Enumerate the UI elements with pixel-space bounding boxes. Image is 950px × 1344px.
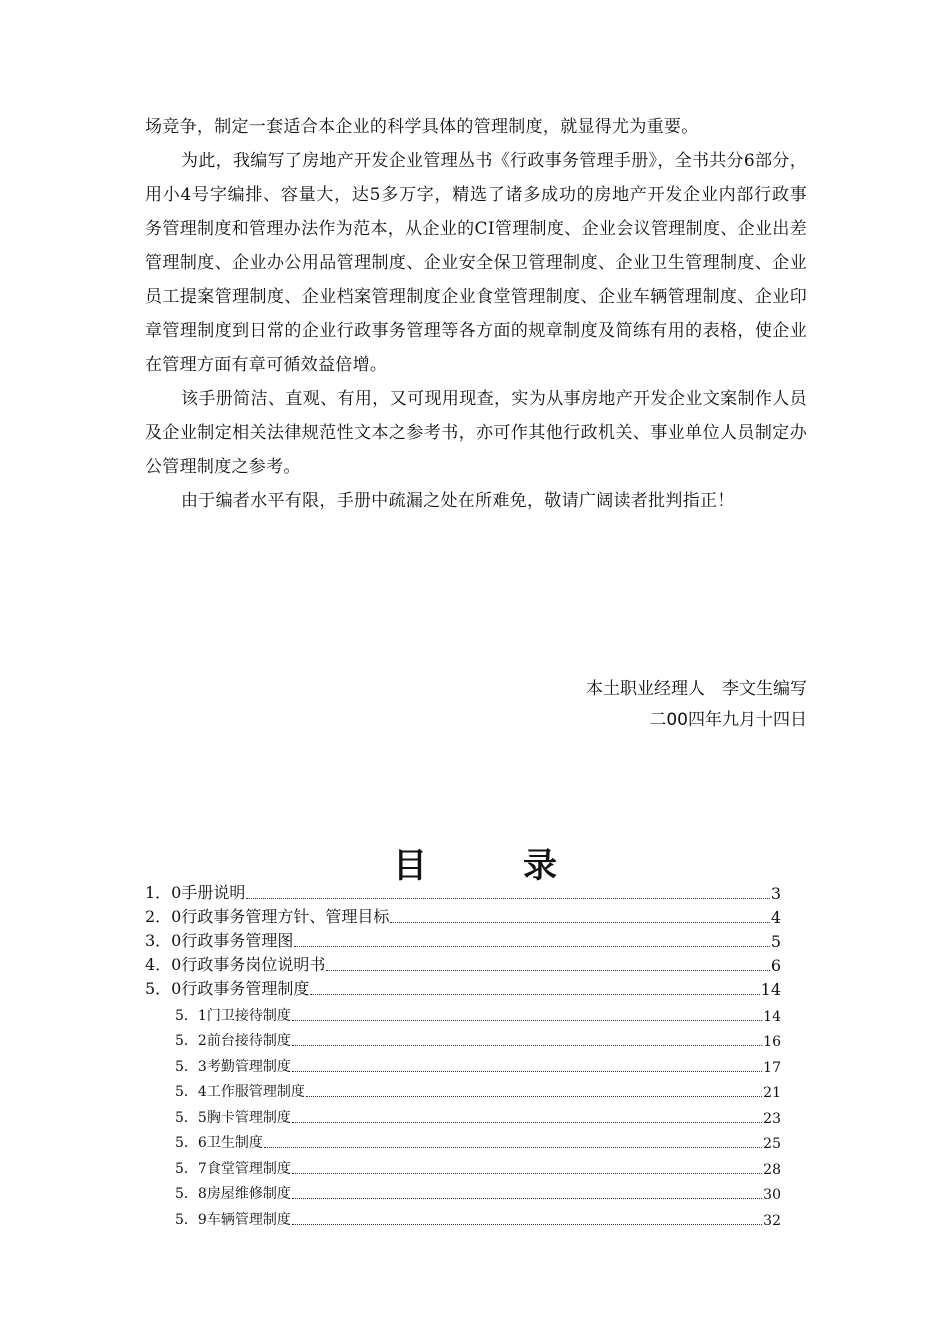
- dot-leader: [326, 969, 769, 971]
- dot-leader: [292, 1044, 762, 1046]
- toc-entry-number: 5．2: [175, 1033, 207, 1049]
- dot-leader: [264, 1146, 762, 1148]
- toc-entry-number: 4．0: [145, 955, 182, 974]
- toc-entry-label: 食堂管理制度: [206, 1160, 291, 1177]
- toc-entry-page: 28: [763, 1161, 781, 1178]
- toc-entry[interactable]: [145, 927, 781, 951]
- toc-entry-label: 手册说明: [181, 883, 246, 902]
- toc-entry-label: 卫生制度: [206, 1135, 263, 1151]
- toc-entry[interactable]: [145, 879, 781, 903]
- toc-entry-number: 5．5: [175, 1109, 207, 1126]
- toc-subentry[interactable]: [145, 1101, 781, 1127]
- toc-entry-label: 车辆管理制度: [206, 1211, 291, 1228]
- toc-entry[interactable]: [145, 975, 781, 999]
- toc-title: 目录: [393, 846, 653, 886]
- toc-entry-page: 23: [763, 1110, 781, 1127]
- toc-subentry[interactable]: [145, 1152, 781, 1178]
- toc-entry-label: 考勤管理制度: [206, 1058, 291, 1075]
- toc-entry-label: 胸卡管理制度: [206, 1109, 291, 1126]
- toc-entry-page: 14: [760, 980, 781, 999]
- toc-subentry[interactable]: [145, 1050, 781, 1076]
- toc-entry-number: 5．1: [175, 1007, 207, 1024]
- toc-entry-label: 行政事务管理制度: [181, 979, 310, 998]
- toc-subentry[interactable]: [145, 1127, 781, 1153]
- toc-entry-label: 行政事务管理图: [181, 931, 294, 950]
- dot-leader: [310, 993, 759, 995]
- toc-entry-label: 行政事务管理方针、管理目标: [181, 907, 390, 926]
- toc-entry-number: 5．8: [175, 1186, 207, 1202]
- toc-entry-number: 3．0: [145, 931, 182, 950]
- toc-entry-label: 工作服管理制度: [206, 1084, 305, 1100]
- toc-entry-page: 32: [763, 1212, 781, 1229]
- toc-entry-label: 行政事务岗位说明书: [181, 955, 326, 974]
- paragraph: 由于编者水平有限，手册中疏漏之处在所难免，敬请广阔读者批判指正！: [181, 491, 735, 511]
- dot-leader: [292, 1121, 762, 1123]
- paragraph: 该手册简洁、直观、有用，又可现用现查，实为从事房地产开发企业文案制作人员及企业制定相关法律规范性文本之参考书，亦可作其他行政机关、事业单位人员制定办公管理制度之参考。: [145, 389, 807, 477]
- toc-entry-page: 14: [763, 1008, 781, 1025]
- preface-body: [145, 110, 807, 518]
- toc-subentry[interactable]: [145, 1076, 781, 1102]
- toc-entry-page: 4: [770, 908, 781, 927]
- toc-entry-number: 5．6: [175, 1135, 207, 1151]
- toc-entry-number: 5．0: [145, 979, 182, 998]
- paragraph: 为此，我编写了房地产开发企业管理丛书《行政事务管理手册》，全书共分6部分，用小4号字编排、容量大，达5多万字，精选了诸多成功的房地产开发企业内部行政事务管理制度和管理办法作为范本，从企业的CI管理制度、企业会议管理制度、企业出差管理制度、企业办公用品管理制度、企业安全保卫管理制度、企业卫生管理制度、企业员工提案管理制度、企业档案管理制度企业食堂管理制度、企业车辆管理制度、企业印章管理制度到日常的企业行政事务管理等各方面的规章制度及简练有用的表格，使企业在管理方面有章可循效益倍增。: [145, 151, 807, 375]
- toc-entry-number: 5．7: [175, 1160, 207, 1177]
- dot-leader: [292, 1197, 762, 1199]
- toc-entry-label: 房屋维修制度: [206, 1186, 291, 1202]
- date-line: 二00四年九月十四日: [649, 710, 807, 730]
- dot-leader: [292, 1223, 762, 1225]
- dot-leader: [390, 921, 769, 923]
- paragraph: 场竞争，制定一套适合本企业的科学具体的管理制度，就显得尤为重要。: [145, 117, 699, 137]
- toc-entry[interactable]: [145, 903, 781, 927]
- toc-entry-page: 16: [763, 1034, 781, 1050]
- toc-entry-number: 5．9: [175, 1211, 207, 1228]
- dot-leader: [294, 945, 769, 947]
- toc-entry-number: 1．0: [145, 883, 182, 902]
- toc-entry-number: 2．0: [145, 907, 182, 926]
- dot-leader: [292, 1172, 762, 1174]
- dot-leader: [246, 897, 769, 899]
- author-line: 本土职业经理人 李文生编写: [586, 679, 807, 699]
- toc-entry-number: 5．3: [175, 1058, 207, 1075]
- toc-entry-page: 21: [763, 1085, 781, 1101]
- toc-entry[interactable]: [145, 951, 781, 975]
- dot-leader: [292, 1070, 762, 1072]
- toc-subentry[interactable]: [145, 1203, 781, 1229]
- toc-entry-page: 17: [763, 1059, 781, 1076]
- dot-leader: [306, 1095, 762, 1097]
- toc-subentry[interactable]: [145, 1025, 781, 1051]
- toc-entry-page: 30: [763, 1187, 781, 1203]
- signature-block: [586, 674, 807, 736]
- toc-entry-page: 3: [770, 884, 781, 903]
- toc-entry-number: 5．4: [175, 1084, 207, 1100]
- toc-subentry[interactable]: [145, 999, 781, 1025]
- toc-entry-page: 25: [763, 1136, 781, 1152]
- toc-entry-page: 5: [770, 932, 781, 951]
- toc-subentry[interactable]: [145, 1178, 781, 1204]
- toc-entry-page: 6: [770, 956, 781, 975]
- table-of-contents: [145, 879, 781, 1229]
- toc-entry-label: 门卫接待制度: [206, 1007, 291, 1024]
- dot-leader: [292, 1019, 762, 1021]
- toc-entry-label: 前台接待制度: [206, 1033, 291, 1049]
